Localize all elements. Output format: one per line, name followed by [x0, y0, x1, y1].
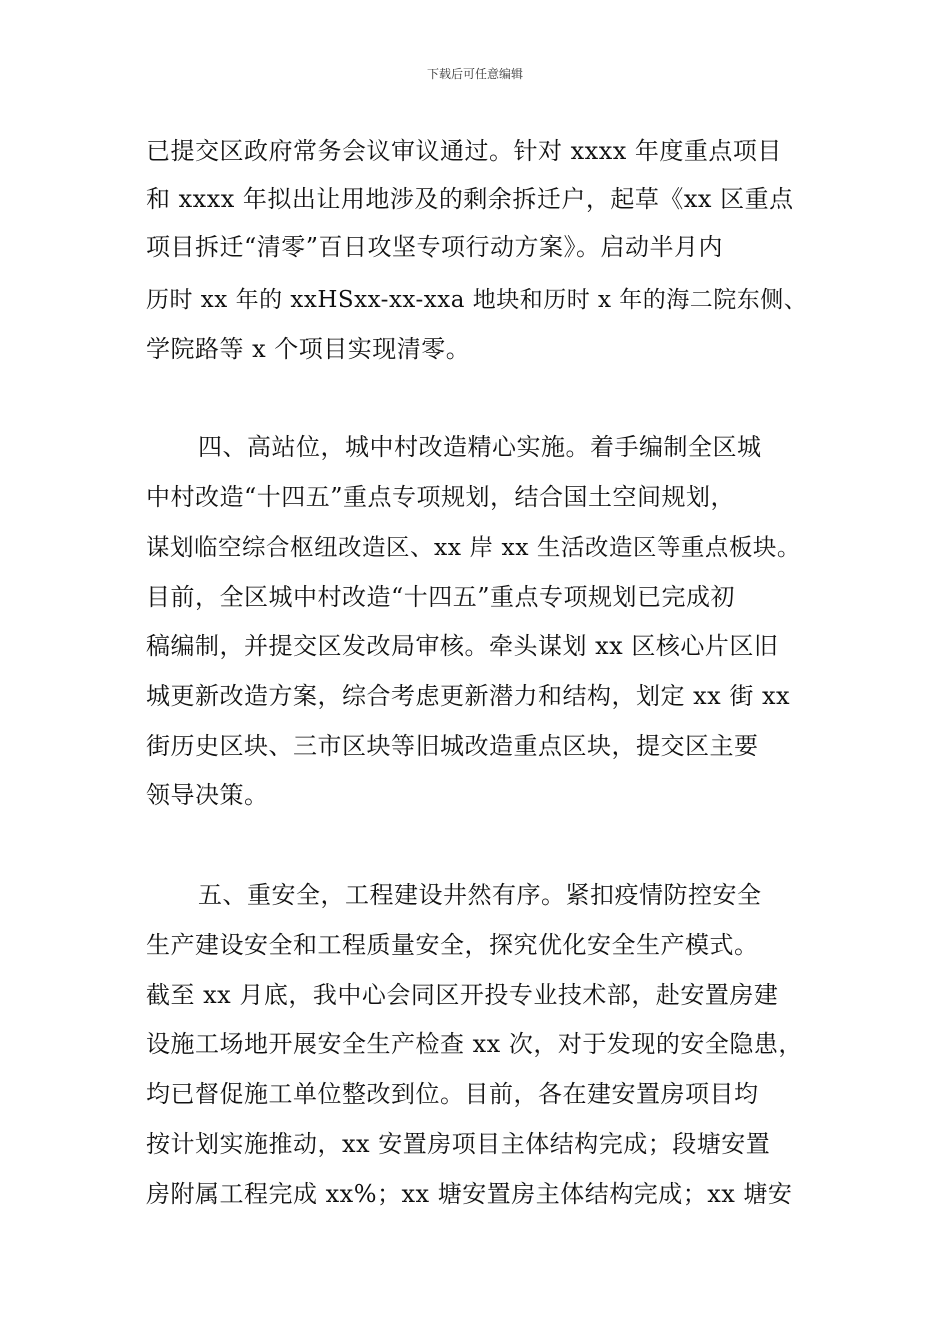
text-line: 房附属工程完成 xx%；xx 塘安置房主体结构完成；xx 塘安: [146, 1180, 793, 1208]
text-line: 目前，全区城中村改造“十四五”重点专项规划已完成初: [146, 583, 736, 611]
text-line: 城更新改造方案，综合考虑更新潜力和结构，划定 xx 街 xx: [146, 682, 791, 710]
text-line: 学院路等 x 个项目实现清零。: [146, 335, 471, 363]
text-line: 四、高站位，城中村改造精心实施。着手编制全区城: [198, 433, 762, 461]
text-line: 均已督促施工单位整改到位。目前，各在建安置房项目均: [146, 1080, 759, 1108]
text-line: 已提交区政府常务会议审议通过。针对 xxxx 年度重点项目: [146, 137, 782, 165]
page-header: 下载后可任意编辑: [426, 67, 523, 81]
text-line: 历时 xx 年的 xxHSxx-xx-xxa 地块和历时 x 年的海二院东侧、: [146, 287, 808, 313]
text-line: 生产建设安全和工程质量安全，探究优化安全生产模式。: [146, 931, 759, 959]
text-line: 五、重安全，工程建设井然有序。紧扣疫情防控安全: [198, 881, 762, 909]
text-line: 稿编制，并提交区发改局审核。牵头谋划 xx 区核心片区旧: [146, 632, 779, 660]
text-line: 项目拆迁“清零”百日攻坚专项行动方案》。启动半月内: [146, 233, 724, 261]
text-line: 街历史区块、三市区块等旧城改造重点区块，提交区主要: [146, 732, 759, 760]
text-line: 和 xxxx 年拟出让用地涉及的剩余拆迁户，起草《xx 区重点: [146, 185, 794, 213]
text-line: 截至 xx 月底，我中心会同区开投专业技术部，赴安置房建: [146, 981, 779, 1009]
text-line: 设施工场地开展安全生产检查 xx 次，对于发现的安全隐患，: [146, 1030, 803, 1058]
text-line: 按计划实施推动，xx 安置房项目主体结构完成；段塘安置: [146, 1130, 771, 1158]
text-line: 中村改造“十四五”重点专项规划，结合国土空间规划，: [146, 483, 736, 511]
text-line: 谋划临空综合枢纽改造区、xx 岸 xx 生活改造区等重点板块。: [146, 533, 801, 561]
text-line: 领导决策。: [146, 781, 269, 809]
